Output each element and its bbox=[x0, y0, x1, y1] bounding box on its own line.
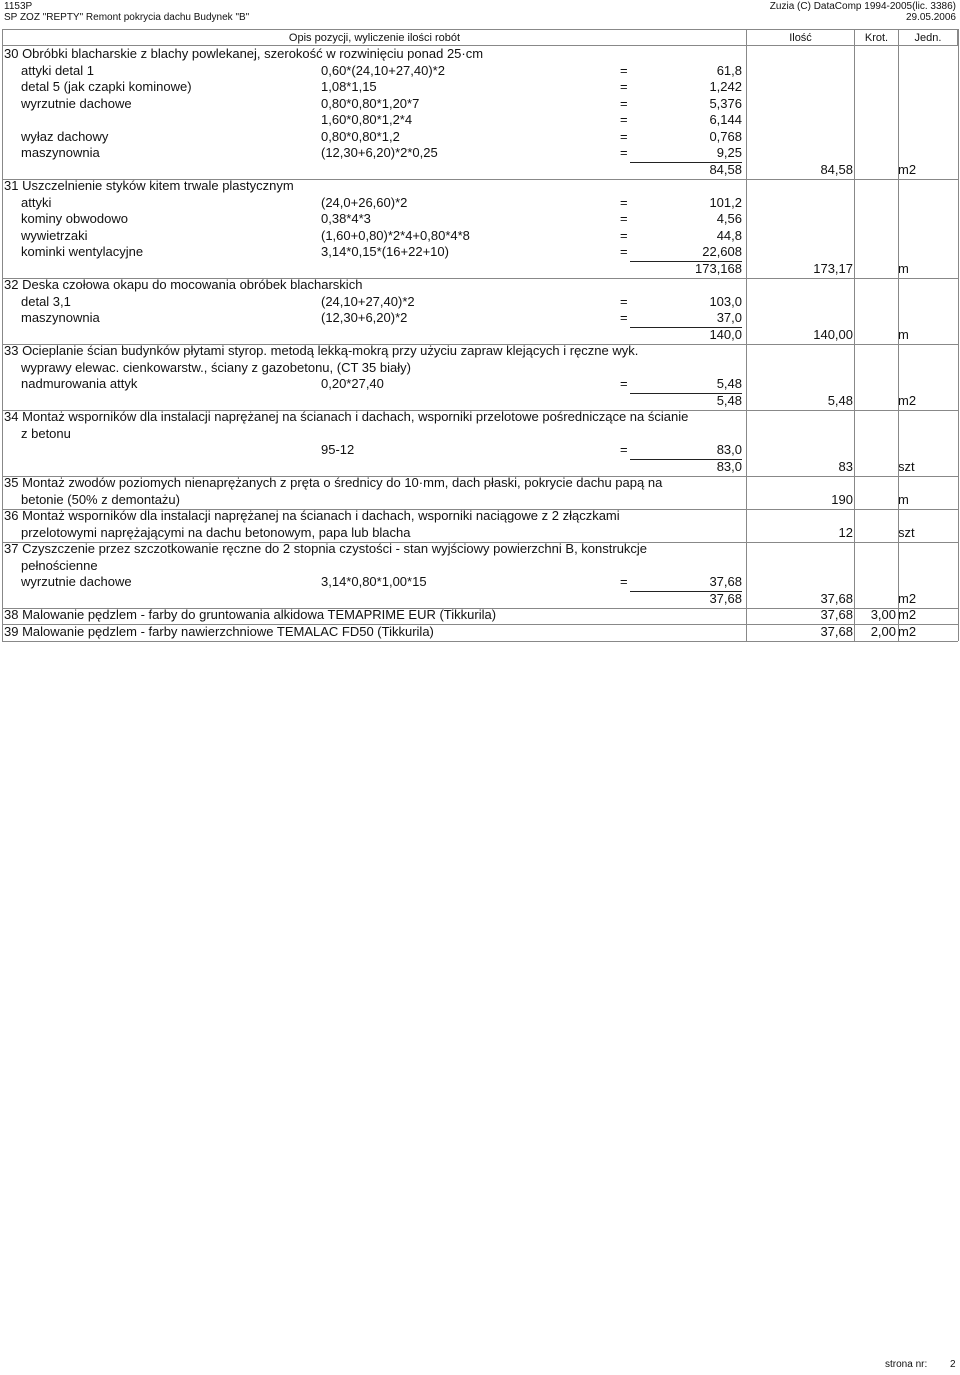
position-title-continued: z betonu bbox=[21, 425, 71, 441]
column-times: Krot. bbox=[854, 30, 898, 46]
calc-value: 37,68 bbox=[709, 574, 742, 589]
calc-formula: 3,14*0,80*1,00*15 bbox=[321, 574, 427, 589]
calc-value: 5,48 bbox=[716, 376, 742, 391]
calc-equals: = bbox=[620, 442, 628, 457]
calc-sum: 5,48 bbox=[716, 392, 742, 408]
quantity-value: 190 bbox=[831, 491, 853, 507]
calc-label: attyki detal 1 bbox=[21, 62, 94, 78]
page-label: strona nr: bbox=[885, 1359, 928, 1370]
column-quantity: Ilość bbox=[746, 30, 854, 46]
calc-formula: 0,60*(24,10+27,40)*2 bbox=[321, 62, 445, 78]
calc-label: maszynownia bbox=[21, 310, 100, 325]
calc-value: 22,608 bbox=[702, 244, 742, 259]
position-title: 36 Montaż wsporników dla instalacji naprężanej na ścianach i dachach, wsporniki naciągowe z 2 złączkami bbox=[4, 508, 620, 523]
calc-formula: (12,30+6,20)*2*0,25 bbox=[321, 145, 438, 160]
calc-value: 9,25 bbox=[716, 145, 742, 160]
unit-value: m2 bbox=[898, 607, 917, 622]
table-col-line bbox=[898, 29, 899, 641]
table-border-left bbox=[2, 29, 3, 641]
position-title-continued: betonie (50% z demontażu) bbox=[21, 491, 180, 507]
calc-label: kominki wentylacyjne bbox=[21, 244, 144, 259]
position-title: 32 Deska czołowa okapu do mocowania obróbek blacharskich bbox=[4, 277, 363, 292]
calc-label: attyki bbox=[21, 194, 52, 210]
table-col-line bbox=[746, 29, 747, 641]
calc-formula: 1,60*0,80*1,2*4 bbox=[321, 112, 413, 127]
calc-label: nadmurowania attyk bbox=[21, 376, 138, 391]
position-title: 35 Montaż zwodów poziomych nienaprężanych z pręta o średnicy do 10·mm, dach płaski, pokrycie dachu papą na bbox=[4, 475, 663, 490]
quantity-value: 12 bbox=[838, 524, 853, 540]
unit-value: m bbox=[898, 260, 909, 276]
calc-equals: = bbox=[620, 145, 628, 160]
position-title-continued: wyprawy elewac. cienkowarstw., ściany z gazobetonu, (CT 35 biały) bbox=[21, 359, 411, 375]
position-title: 37 Czyszczenie przez szczotkowanie ręczne do 2 stopnia czystości - stan wyjściowy powierzchni B, konstrukcje bbox=[4, 541, 648, 556]
calc-value: 0,768 bbox=[709, 128, 742, 144]
unit-value: szt bbox=[898, 524, 915, 540]
unit-value: m2 bbox=[898, 161, 917, 177]
unit-value: m bbox=[898, 326, 909, 342]
calc-formula: (24,0+26,60)*2 bbox=[321, 194, 408, 210]
calc-sum: 83,0 bbox=[716, 458, 742, 474]
position-title: 39 Malowanie pędzlem - farby nawierzchniowe TEMALAC FD50 (Tikkurila) bbox=[4, 623, 434, 639]
calc-equals: = bbox=[620, 128, 628, 144]
calc-equals: = bbox=[620, 227, 628, 243]
calc-equals: = bbox=[620, 211, 628, 226]
calc-value: 4,56 bbox=[716, 211, 742, 226]
calc-label: detal 3,1 bbox=[21, 293, 71, 309]
position-separator bbox=[2, 641, 958, 642]
unit-value: m bbox=[898, 491, 909, 507]
table-border-right bbox=[958, 29, 959, 641]
calc-formula: 3,14*0,15*(16+22+10) bbox=[321, 244, 449, 259]
quantity-value: 84,58 bbox=[820, 161, 853, 177]
column-description: Opis pozycji, wyliczenie ilości robót bbox=[2, 30, 746, 46]
calc-value: 61,8 bbox=[716, 62, 742, 78]
calc-value: 44,8 bbox=[716, 227, 742, 243]
calc-label: wyłaz dachowy bbox=[21, 128, 109, 144]
calc-formula: 0,38*4*3 bbox=[321, 211, 371, 226]
calc-equals: = bbox=[620, 112, 628, 127]
position-title: 31 Uszczelnienie styków kitem trwale plastycznym bbox=[4, 178, 294, 193]
calc-equals: = bbox=[620, 95, 628, 111]
calc-formula: (1,60+0,80)*2*4+0,80*4*8 bbox=[321, 227, 470, 243]
calc-equals: = bbox=[620, 293, 628, 309]
table-col-line bbox=[854, 29, 855, 641]
times-value: 2,00 bbox=[870, 623, 896, 639]
calc-formula: 1,08*1,15 bbox=[321, 79, 377, 94]
calc-value: 1,242 bbox=[709, 79, 742, 94]
calc-value: 83,0 bbox=[716, 442, 742, 457]
calc-value: 5,376 bbox=[709, 95, 742, 111]
page-number: 2 bbox=[950, 1359, 956, 1370]
unit-value: m2 bbox=[898, 623, 917, 639]
calc-label: wyrzutnie dachowe bbox=[21, 574, 132, 589]
unit-value: szt bbox=[898, 458, 915, 474]
calc-formula: (24,10+27,40)*2 bbox=[321, 293, 415, 309]
position-title: 34 Montaż wsporników dla instalacji naprężanej na ścianach i dachach, wsporniki przelotowe pośredniczące na ścianie bbox=[4, 409, 689, 424]
quantity-value: 5,48 bbox=[827, 392, 853, 408]
project-title: SP ZOZ "REPTY" Remont pokrycia dachu Budynek "B" bbox=[4, 12, 250, 23]
position-title-continued: pełnościenne bbox=[21, 557, 98, 573]
calc-equals: = bbox=[620, 244, 628, 259]
doc-number: 1153P bbox=[4, 1, 33, 12]
calc-label: kominy obwodowo bbox=[21, 211, 128, 226]
calc-value: 37,0 bbox=[716, 310, 742, 325]
quantity-value: 173,17 bbox=[813, 260, 853, 276]
calc-sum: 173,168 bbox=[695, 260, 742, 276]
calc-equals: = bbox=[620, 62, 628, 78]
calc-equals: = bbox=[620, 194, 628, 210]
quantity-value: 37,68 bbox=[820, 623, 853, 639]
software-credit: Zuzia (C) DataComp 1994-2005(lic. 3386) bbox=[769, 1, 956, 12]
times-value: 3,00 bbox=[870, 607, 896, 622]
position-title: 38 Malowanie pędzlem - farby do gruntowania alkidowa TEMAPRIME EUR (Tikkurila) bbox=[4, 607, 497, 622]
calc-formula: 0,80*0,80*1,2 bbox=[321, 128, 400, 144]
unit-value: m2 bbox=[898, 392, 917, 408]
calc-label: wyrzutnie dachowe bbox=[21, 95, 132, 111]
position-title: 30 Obróbki blacharskie z blachy powlekanej, szerokość w rozwinięciu ponad 25·cm bbox=[4, 46, 484, 61]
calc-label: detal 5 (jak czapki kominowe) bbox=[21, 79, 192, 94]
quantity-value: 37,68 bbox=[820, 607, 853, 622]
calc-sum: 140,0 bbox=[709, 326, 742, 342]
unit-value: m2 bbox=[898, 590, 917, 606]
calc-label: wywietrzaki bbox=[21, 227, 88, 243]
calc-label: maszynownia bbox=[21, 145, 100, 160]
quantity-value: 140,00 bbox=[813, 326, 853, 342]
calc-equals: = bbox=[620, 79, 628, 94]
column-unit: Jedn. bbox=[898, 30, 958, 46]
calc-formula: 0,80*0,80*1,20*7 bbox=[321, 95, 420, 111]
calc-formula: (12,30+6,20)*2 bbox=[321, 310, 408, 325]
position-title: 33 Ocieplanie ścian budynków płytami styrop. metodą lekką-mokrą przy użyciu zapraw klejących i ręczne wyk. bbox=[4, 343, 639, 358]
position-title-continued: przelotowymi naprężającymi na dachu betonowym, papa lub blacha bbox=[21, 524, 411, 540]
calc-formula: 0,20*27,40 bbox=[321, 376, 384, 391]
quantity-value: 83 bbox=[838, 458, 853, 474]
calc-sum: 37,68 bbox=[709, 590, 742, 606]
calc-equals: = bbox=[620, 376, 628, 391]
calc-formula: 95-12 bbox=[321, 442, 355, 457]
calc-value: 103,0 bbox=[709, 293, 742, 309]
calc-equals: = bbox=[620, 310, 628, 325]
quantity-value: 37,68 bbox=[820, 590, 853, 606]
calc-value: 101,2 bbox=[709, 194, 742, 210]
calc-value: 6,144 bbox=[709, 112, 742, 127]
calc-equals: = bbox=[620, 574, 628, 589]
document-date: 29.05.2006 bbox=[905, 12, 956, 23]
calc-sum: 84,58 bbox=[709, 161, 742, 177]
